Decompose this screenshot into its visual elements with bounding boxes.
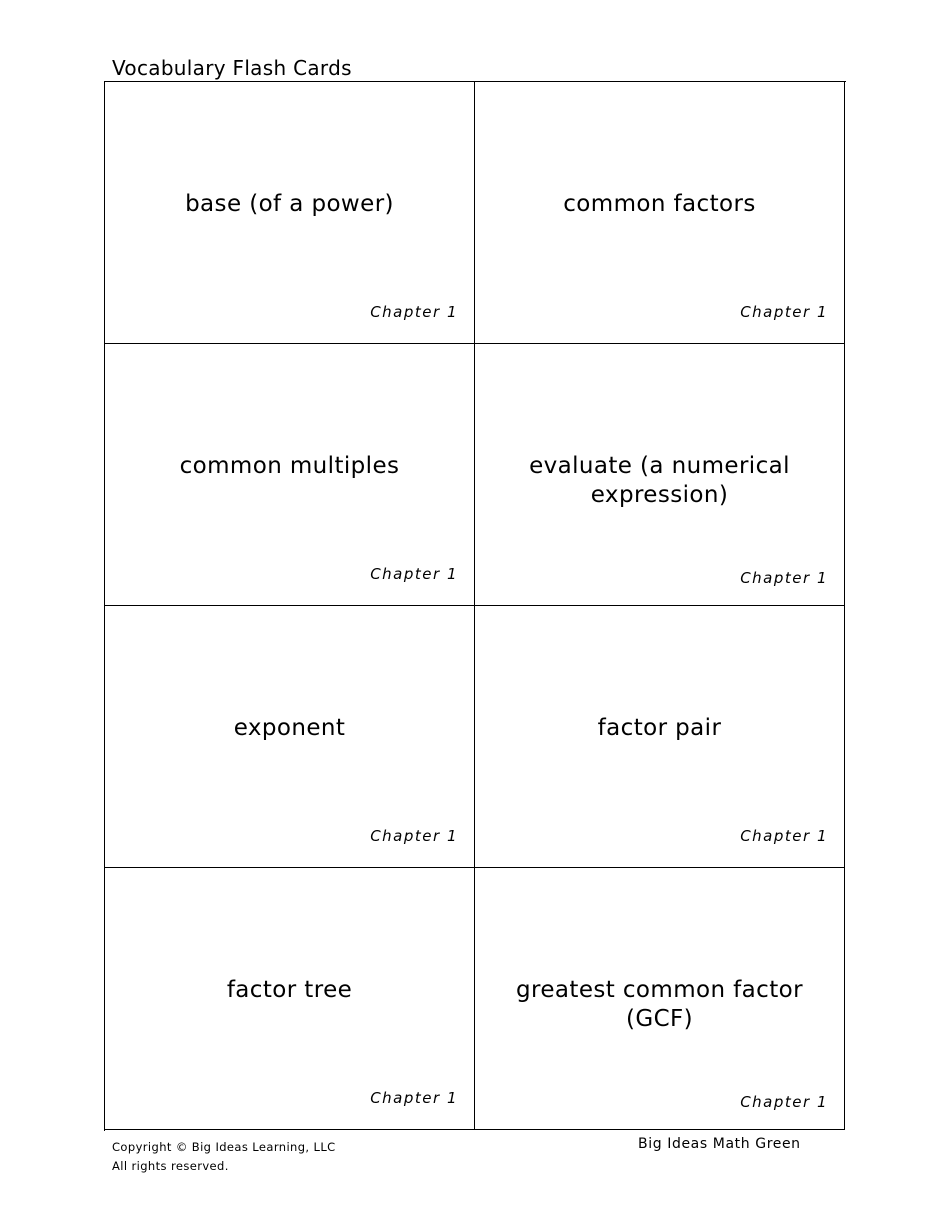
card-term: factor tree [226, 977, 353, 1003]
card-term: evaluate (a numerical expression) [529, 453, 790, 508]
copyright-notice [112, 1138, 336, 1176]
card-chapter: Chapter 1 [740, 303, 828, 321]
flash-card [475, 82, 845, 344]
card-chapter: Chapter 1 [370, 1089, 458, 1107]
copyright-text: Copyright © Big Ideas Learning, LLC [112, 1140, 336, 1154]
flash-card [105, 868, 475, 1130]
card-term: common factors [563, 191, 756, 217]
card-term: greatest common factor (GCF) [516, 977, 803, 1032]
card-chapter: Chapter 1 [740, 569, 828, 587]
card-term: factor pair [597, 715, 722, 741]
flash-card [105, 606, 475, 868]
flash-card [475, 344, 845, 606]
flash-card [475, 868, 845, 1130]
card-chapter: Chapter 1 [740, 1093, 828, 1111]
flash-card [105, 344, 475, 606]
card-term: common multiples [179, 453, 400, 479]
card-chapter: Chapter 1 [370, 303, 458, 321]
rights-text: All rights reserved. [112, 1159, 229, 1173]
card-chapter: Chapter 1 [370, 565, 458, 583]
flash-card [475, 606, 845, 868]
card-chapter: Chapter 1 [370, 827, 458, 845]
flash-card-grid [104, 81, 846, 1131]
flash-card [105, 82, 475, 344]
card-term: base (of a power) [185, 191, 394, 217]
card-chapter: Chapter 1 [740, 827, 828, 845]
book-title: Big Ideas Math Green [638, 1136, 801, 1152]
page-title: Vocabulary Flash Cards [112, 56, 352, 80]
card-term: exponent [233, 715, 346, 741]
